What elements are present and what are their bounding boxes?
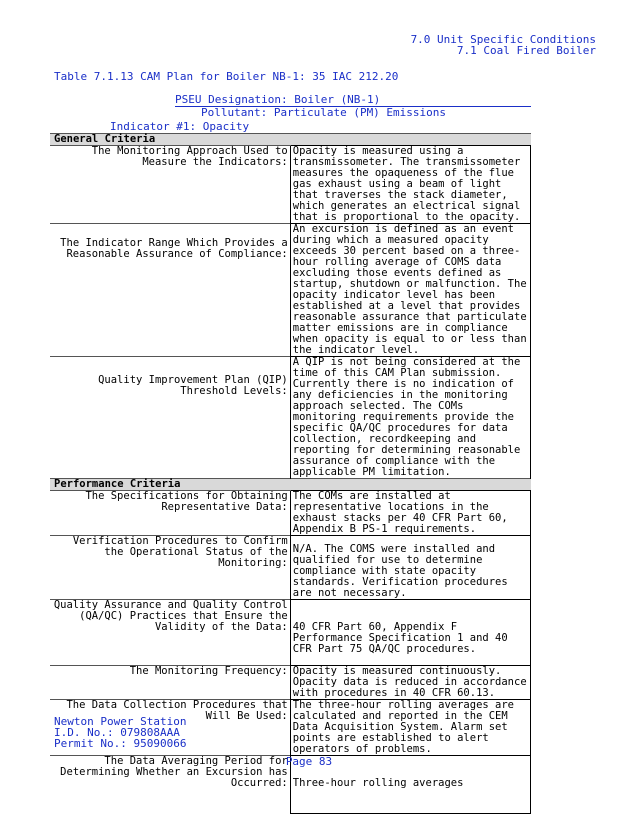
table-head — [175, 94, 531, 119]
label-qip: Quality Improvement Plan (QIP) Threshold Levels: — [50, 357, 290, 479]
cam-table — [50, 133, 531, 814]
page-number: Page 83 — [285, 755, 333, 768]
head-indicator: Indicator #1: Opacity — [110, 120, 250, 133]
footer-permit: Permit No.: 95090066 — [54, 737, 187, 750]
head-pollutant: Pollutant: Particulate (PM) Emissions — [175, 106, 531, 119]
value-indicator-range: An excursion is defined as an event during which a measured opacity exceeds 30 percent based on a three-hour rolling average of COMS data excluding those events defined as startup, shutdown or malfunction. The opacity indicator level has been established at a level that provides reasonable assurance that particulate matter emissions are in compliance when opacity is equal to or less than the indicator level. — [290, 224, 530, 357]
label-monitoring-approach: The Monitoring Approach Used to Measure the Indicators: — [50, 146, 290, 224]
label-data-collection: The Data Collection Procedures that Will Be Used: — [50, 700, 290, 756]
section-general: General Criteria — [50, 134, 531, 146]
label-indicator-range: The Indicator Range Which Provides a Reasonable Assurance of Compliance: — [50, 224, 290, 357]
value-specifications: The COMs are installed at representative locations in the exhaust stacks per 40 CFR Part 60, Appendix B PS-1 requirements. — [290, 491, 530, 536]
section-performance: Performance Criteria — [50, 479, 531, 491]
label-frequency: The Monitoring Frequency: — [50, 666, 290, 700]
value-monitoring-approach: Opacity is measured using a transmissometer. The transmissometer measures the opaqueness of the flue gas exhaust using a beam of light that traverses the stack diameter, which generates an electrical signal that is proportional to the opacity. — [290, 146, 530, 224]
header-subsection-title: 7.1 Coal Fired Boiler — [456, 44, 596, 57]
footer-id: I.D. No.: 079808AAA — [54, 726, 180, 739]
header-section-title: 7.0 Unit Specific Conditions — [410, 33, 596, 46]
footer-station: Newton Power Station — [54, 715, 187, 728]
value-frequency: Opacity is measured continuously. Opacity data is reduced in accordance with procedures in 40 CFR 60.13. — [290, 666, 530, 700]
label-qa-qc: Quality Assurance and Quality Control (QA/QC) Practices that Ensure the Validity of the Data: — [50, 600, 290, 666]
value-verification: N/A. The COMS were installed and qualified for use to determine compliance with state opacity standards. Verification procedures are not necessary. — [290, 536, 530, 600]
head-pseu: PSEU Designation: Boiler (NB-1) — [175, 93, 381, 106]
value-qip: A QIP is not being considered at the time of this CAM Plan submission. Currently there is no indication of any deficiencies in the monitoring approach selected. The COMs monitoring requirements provide the specific QA/QC procedures for data collection, recordkeeping and reporting for determining reasonable assurance of compliance with the applicable PM limitation. — [290, 357, 530, 479]
value-qa-qc: 40 CFR Part 60, Appendix F Performance Specification 1 and 40 CFR Part 75 QA/QC procedures. — [290, 600, 530, 666]
label-averaging-period: The Data Averaging Period for Determining Whether an Excursion has Occurred: — [50, 756, 290, 814]
value-data-collection: The three-hour rolling averages are calculated and reported in the CEM Data Acquisition System. Alarm set points are established to alert operators of problems. — [290, 700, 530, 756]
table-title: Table 7.1.13 CAM Plan for Boiler NB-1: 35 IAC 212.20 — [54, 70, 399, 83]
label-specifications: The Specifications for Obtaining Representative Data: — [50, 491, 290, 536]
value-averaging-period: Three-hour rolling averages — [290, 756, 530, 814]
label-verification: Verification Procedures to Confirm the Operational Status of the Monitoring: — [50, 536, 290, 600]
